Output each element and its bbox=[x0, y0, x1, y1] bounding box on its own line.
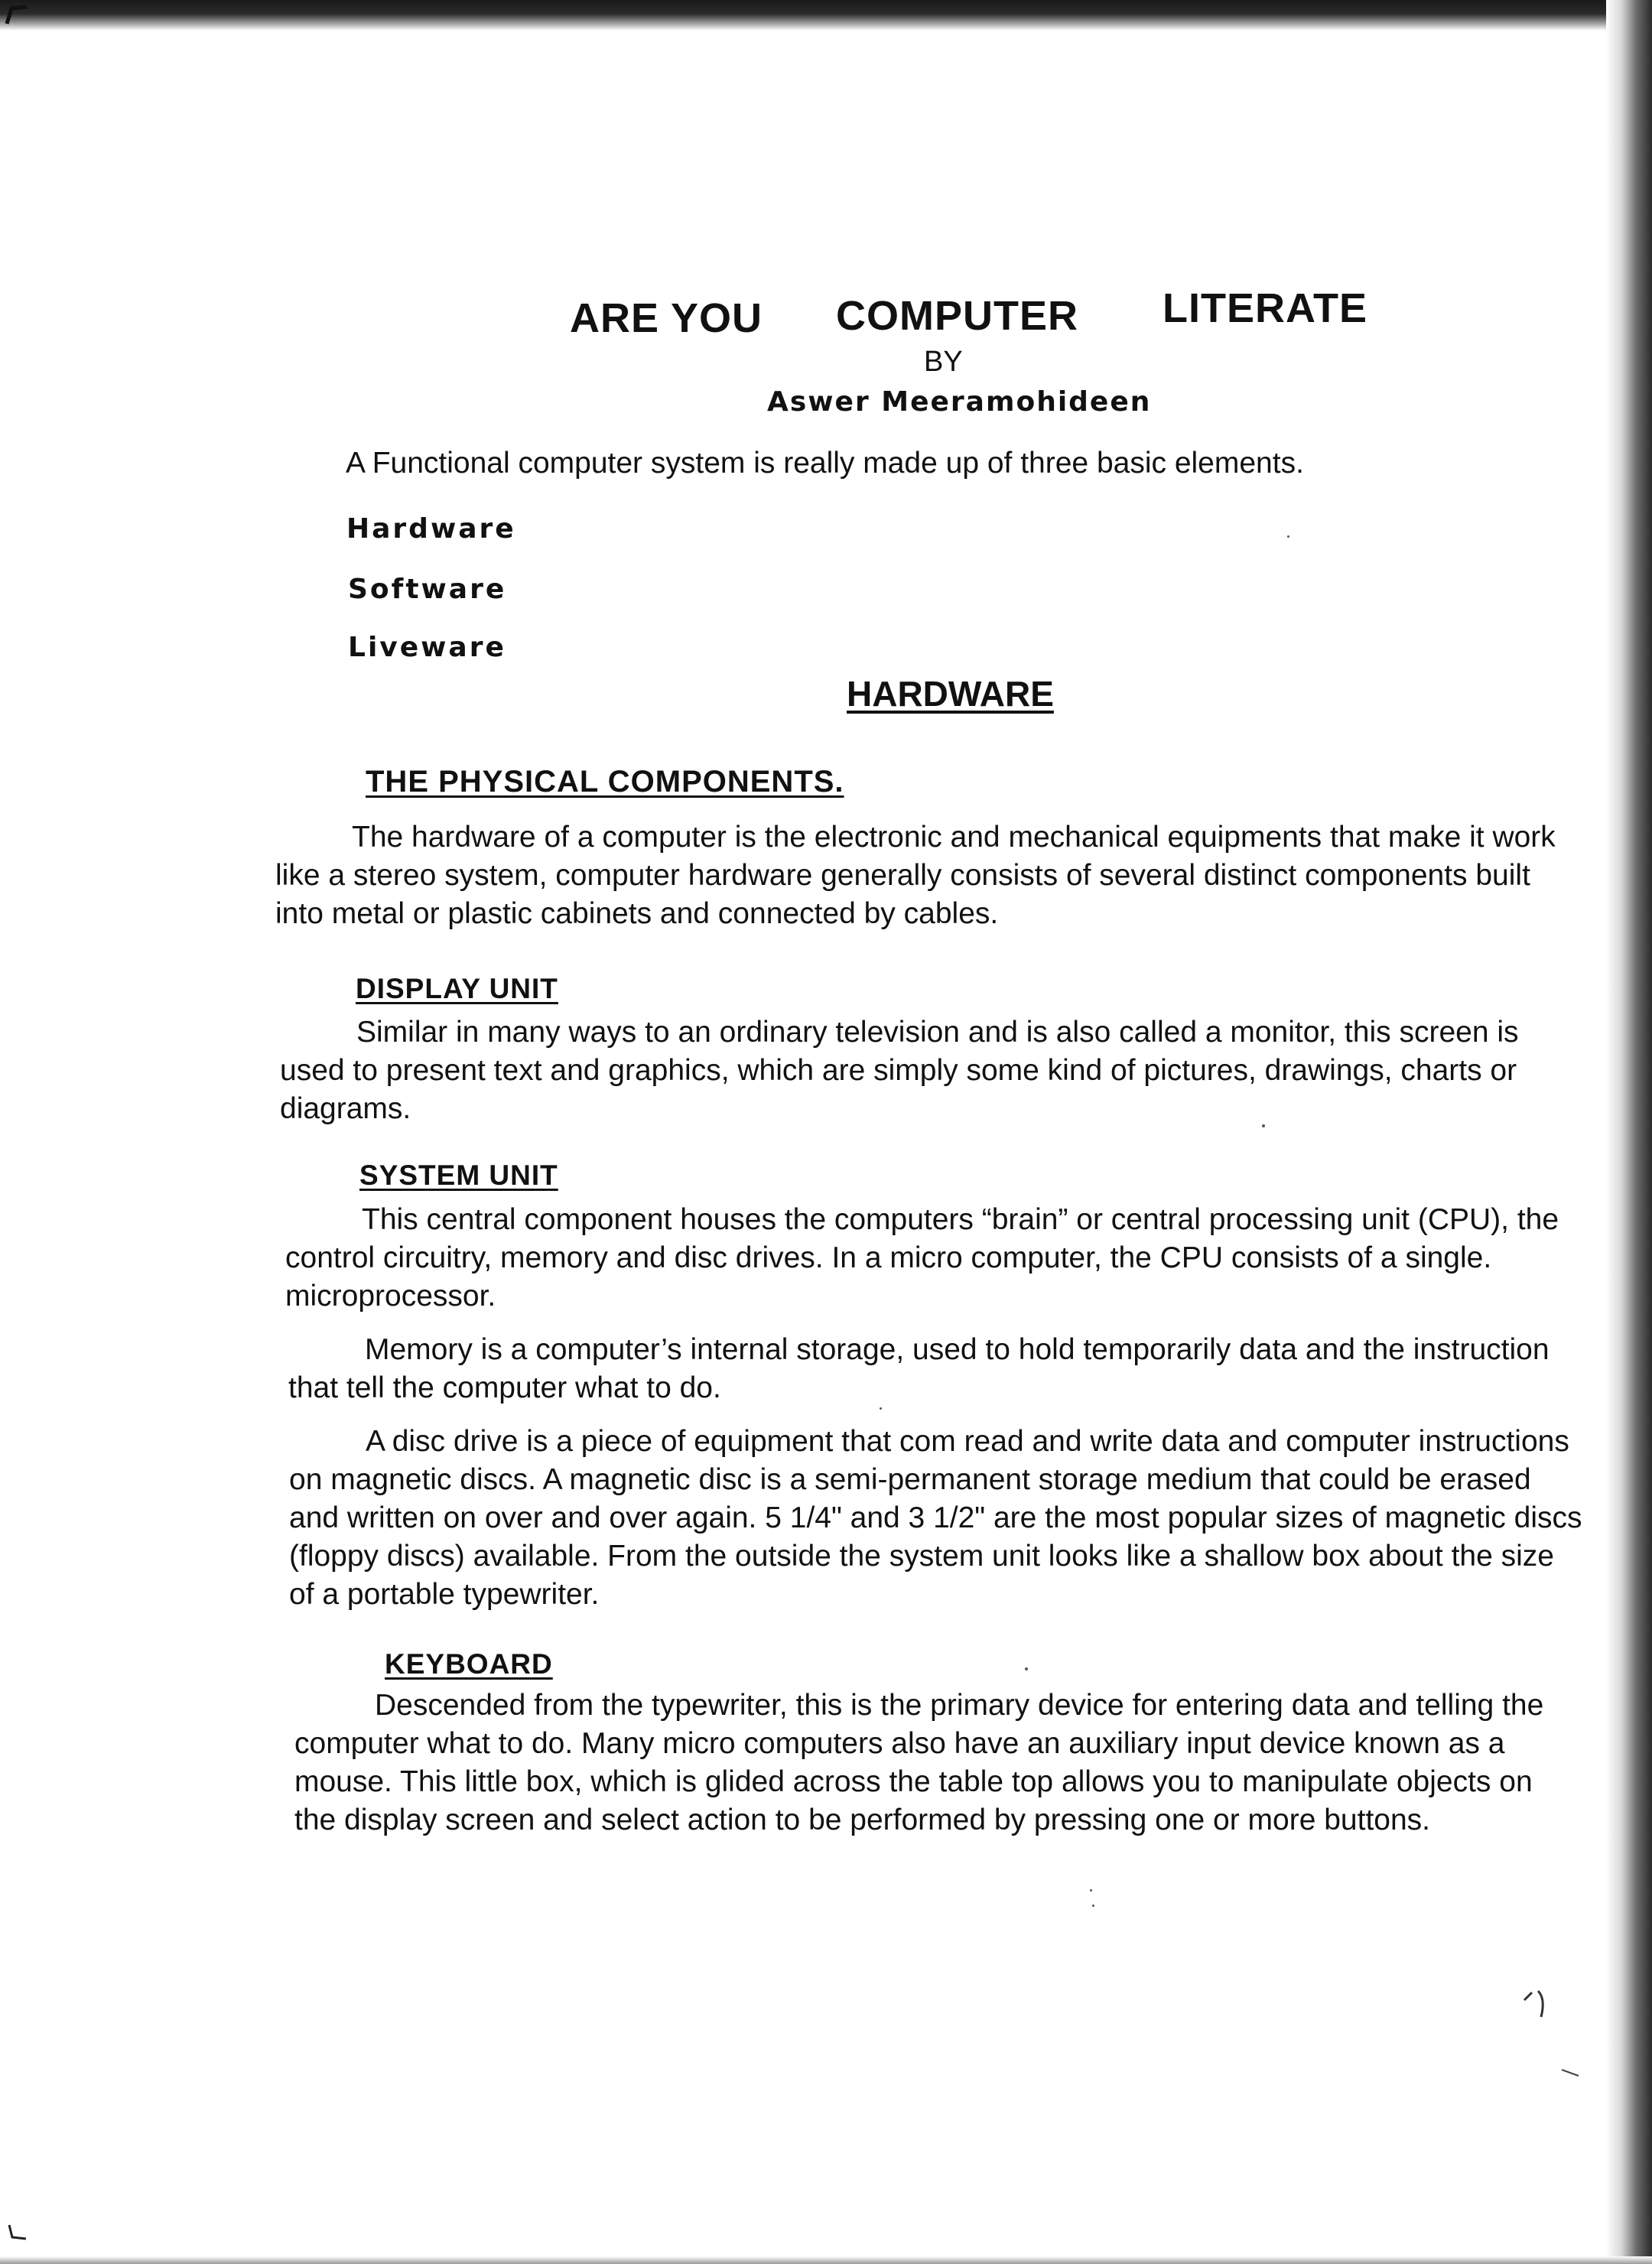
element-software: Software bbox=[348, 574, 507, 605]
paragraph-line: into metal or plastic cabinets and connected by cables. bbox=[275, 896, 999, 930]
hardware-heading: HARDWARE bbox=[847, 674, 1054, 714]
title-word-1: ARE YOU bbox=[570, 295, 763, 341]
paragraph-line: microprocessor. bbox=[285, 1279, 496, 1313]
paragraph-line: of a portable typewriter. bbox=[289, 1577, 600, 1611]
paragraph-line: This central component houses the computers “brain” or central processing unit (CPU), the bbox=[362, 1203, 1559, 1236]
title-word-3: LITERATE bbox=[1163, 285, 1367, 331]
display-unit-heading: DISPLAY UNIT bbox=[356, 973, 558, 1004]
paragraph-line: Similar in many ways to an ordinary television and is also called a monitor, this screen is bbox=[356, 1016, 1519, 1049]
scan-speck bbox=[1287, 535, 1289, 538]
paragraph-line: Descended from the typewriter, this is the primary device for entering data and telling the bbox=[375, 1689, 1544, 1722]
paragraph-line: used to present text and graphics, which are simply some kind of pictures, drawings, charts or bbox=[280, 1053, 1517, 1087]
title-word-2: COMPUTER bbox=[836, 293, 1078, 339]
paragraph-line: and written on over and over again. 5 1/4" and 3 1/2" are the most popular sizes of magnetic discs bbox=[289, 1501, 1582, 1534]
scan-speck bbox=[1025, 1667, 1028, 1670]
paragraph-line: diagrams. bbox=[280, 1091, 411, 1125]
paragraph-line: like a stereo system, computer hardware generally consists of several distinct components built bbox=[275, 858, 1530, 892]
paragraph-line: that tell the computer what to do. bbox=[288, 1371, 721, 1404]
scan-speck bbox=[1092, 1905, 1094, 1907]
paragraph-line: computer what to do. Many micro computers also have an auxiliary input device known as a bbox=[294, 1726, 1505, 1760]
paragraph-line: on magnetic discs. A magnetic disc is a semi-permanent storage medium that could be erased bbox=[289, 1462, 1531, 1496]
page-mark-glyph bbox=[1518, 1985, 1556, 2031]
system-unit-paragraph-2 bbox=[288, 1331, 1550, 1407]
keyboard-paragraph bbox=[294, 1687, 1543, 1840]
scan-bottom-edge bbox=[0, 2256, 1652, 2264]
keyboard-heading: KEYBOARD bbox=[385, 1648, 553, 1680]
author-name: Aswer Meeramohideen bbox=[767, 386, 1152, 418]
paragraph-line: (floppy discs) available. From the outside the system unit looks like a shallow box about the size bbox=[289, 1539, 1554, 1573]
corner-mark-bottom bbox=[6, 2222, 29, 2245]
system-unit-paragraph-1 bbox=[285, 1201, 1559, 1316]
physical-components-paragraph bbox=[275, 818, 1556, 933]
physical-components-heading: THE PHYSICAL COMPONENTS. bbox=[366, 765, 844, 799]
paragraph-line: mouse. This little box, which is glided across the table top allows you to manipulate objects on bbox=[294, 1765, 1533, 1798]
paragraph-line: Memory is a computer’s internal storage, used to hold temporarily data and the instruction bbox=[365, 1333, 1550, 1366]
intro-sentence: A Functional computer system is really made up of three basic elements. bbox=[346, 447, 1304, 480]
scan-speck bbox=[1262, 1124, 1265, 1127]
scan-top-edge bbox=[0, 0, 1652, 31]
system-unit-heading: SYSTEM UNIT bbox=[359, 1160, 558, 1191]
element-liveware: Liveware bbox=[348, 632, 506, 663]
paragraph-line: the display screen and select action to be performed by pressing one or more buttons. bbox=[294, 1803, 1431, 1836]
corner-mark-top bbox=[4, 4, 34, 27]
byline-label: BY bbox=[924, 346, 963, 378]
paragraph-line: control circuitry, memory and disc drives. In a micro computer, the CPU consists of a single. bbox=[285, 1241, 1492, 1274]
scan-speck bbox=[880, 1407, 882, 1410]
scan-right-edge bbox=[1606, 0, 1652, 2264]
paragraph-line: A disc drive is a piece of equipment that com read and write data and computer instructions bbox=[366, 1425, 1569, 1458]
display-unit-paragraph bbox=[280, 1013, 1519, 1128]
element-hardware: Hardware bbox=[346, 513, 516, 545]
system-unit-paragraph-3 bbox=[289, 1423, 1582, 1614]
page-mark-dash bbox=[1560, 2065, 1583, 2080]
scan-speck bbox=[1090, 1889, 1092, 1892]
paragraph-line: The hardware of a computer is the electronic and mechanical equipments that make it work bbox=[352, 821, 1556, 854]
